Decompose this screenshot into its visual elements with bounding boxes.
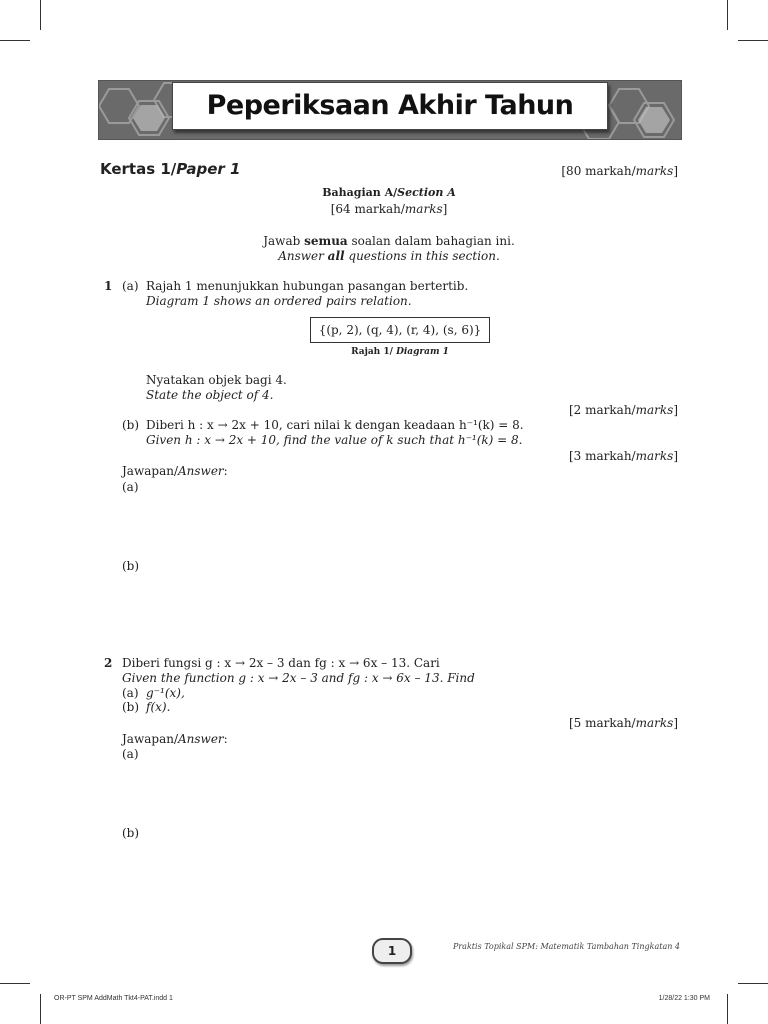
q1-a-text-bm: Rajah 1 menunjukkan hubungan pasangan bertertib.: [146, 279, 469, 293]
section-marks: [64 markah/marks]: [330, 202, 448, 216]
q1-marks-b: [3 markah/marks]: [569, 449, 678, 463]
q2-answer-label: Jawapan/Answer:: [122, 732, 228, 746]
total-marks-en: marks: [635, 164, 674, 178]
q1-marks-a: [2 markah/marks]: [569, 403, 678, 417]
q1-a-text-en: Diagram 1 shows an ordered pairs relation.: [146, 294, 412, 308]
q1-state-bm: Nyatakan objek bagi 4.: [146, 373, 287, 387]
q1-answer-b-label: (b): [122, 559, 140, 573]
q2-text-bm: Diberi fungsi g : x → 2x – 3 dan fg : x → 6x – 13. Cari: [122, 656, 440, 670]
section-bm: Bahagian A/: [322, 186, 398, 199]
q2-answer-a-label: (a): [122, 747, 139, 761]
q2-text-en: Given the function g : x → 2x – 3 and fg : x → 6x – 13. Find: [122, 671, 475, 685]
q2-marks: [5 markah/marks]: [569, 716, 678, 730]
q1-answer-a-label: (a): [122, 480, 139, 494]
crop-mark: [727, 0, 728, 30]
q2-answer-en: Answer: [178, 732, 224, 746]
total-marks-bm: [80 markah/: [561, 164, 636, 178]
q1-answer-label: Jawapan/Answer:: [122, 464, 228, 478]
section-marks-en: marks: [404, 202, 443, 216]
instruction-bm-post: soalan dalam bahagian ini.: [347, 234, 515, 248]
instruction-en: [100, 249, 678, 263]
q1-b-text-en: Given h : x → 2x + 10, find the value of k such that h⁻¹(k) = 8.: [146, 433, 523, 447]
q1-part-a-label: (a): [122, 279, 139, 293]
section-marks-bm: [64 markah/: [330, 202, 405, 216]
crop-mark: [0, 983, 30, 984]
q2-part-b-text: f(x).: [146, 700, 171, 714]
diagram-caption-bm: Rajah 1/: [351, 347, 393, 357]
q1-marks-a-bm: [2 markah/: [569, 403, 636, 417]
q2-marks-en: marks: [635, 716, 674, 730]
q1-marks-b-bm: [3 markah/: [569, 449, 636, 463]
q2-answer-b-label: (b): [122, 826, 140, 840]
print-date: 1/28/22 1:30 PM: [658, 995, 710, 1002]
ordered-pairs-set: {(p, 2), (q, 4), (r, 4), (s, 6)}: [310, 317, 490, 343]
q1-answer-en: Answer: [178, 464, 224, 478]
q2-marks-bm: [5 markah/: [569, 716, 636, 730]
q2-part-b-label: (b): [122, 700, 140, 714]
question-number: 2: [104, 656, 113, 670]
q2-part-a-text: g⁻¹(x),: [146, 686, 185, 700]
file-name: OR-PT SPM AddMath Tkt4-PAT.indd 1: [54, 995, 173, 1002]
crop-mark: [727, 994, 728, 1024]
paper-label: [100, 160, 240, 178]
question-number: 1: [104, 279, 113, 293]
crop-mark: [738, 40, 768, 41]
instruction-en-post: questions in this section.: [344, 249, 500, 263]
q1-marks-b-en: marks: [635, 449, 674, 463]
diagram-caption: [300, 347, 500, 357]
crop-mark: [40, 0, 41, 30]
q1-answer-bm: Jawapan/: [122, 464, 178, 478]
instruction-bm-pre: Jawab: [263, 234, 305, 248]
page-title: Peperiksaan Akhir Tahun: [172, 82, 608, 130]
crop-mark: [738, 983, 768, 984]
crop-mark: [40, 994, 41, 1024]
q1-state-en: State the object of 4.: [146, 388, 274, 402]
instruction-bm: [100, 234, 678, 248]
q1-marks-a-en: marks: [635, 403, 674, 417]
q1-b-text-bm: Diberi h : x → 2x + 10, cari nilai k dengan keadaan h⁻¹(k) = 8.: [146, 418, 524, 432]
crop-mark: [0, 40, 30, 41]
book-title: Praktis Topikal SPM: Matematik Tambahan Tingkatan 4: [452, 942, 680, 951]
q2-part-a-label: (a): [122, 686, 139, 700]
instruction-en-bold: all: [327, 249, 345, 263]
q2-answer-bm: Jawapan/: [122, 732, 178, 746]
paper-label-bm: Kertas 1/: [100, 160, 177, 178]
section-heading: [100, 186, 678, 199]
instruction-bm-bold: semua: [304, 234, 348, 248]
section-en: Section A: [397, 186, 456, 199]
total-marks: [80 markah/marks]: [561, 164, 678, 178]
diagram-caption-en: Diagram 1: [396, 347, 449, 357]
page-number: 1: [372, 938, 412, 964]
paper-label-en: Paper 1: [176, 160, 241, 178]
q1-part-b-label: (b): [122, 418, 140, 432]
instruction-en-pre: Answer: [278, 249, 328, 263]
